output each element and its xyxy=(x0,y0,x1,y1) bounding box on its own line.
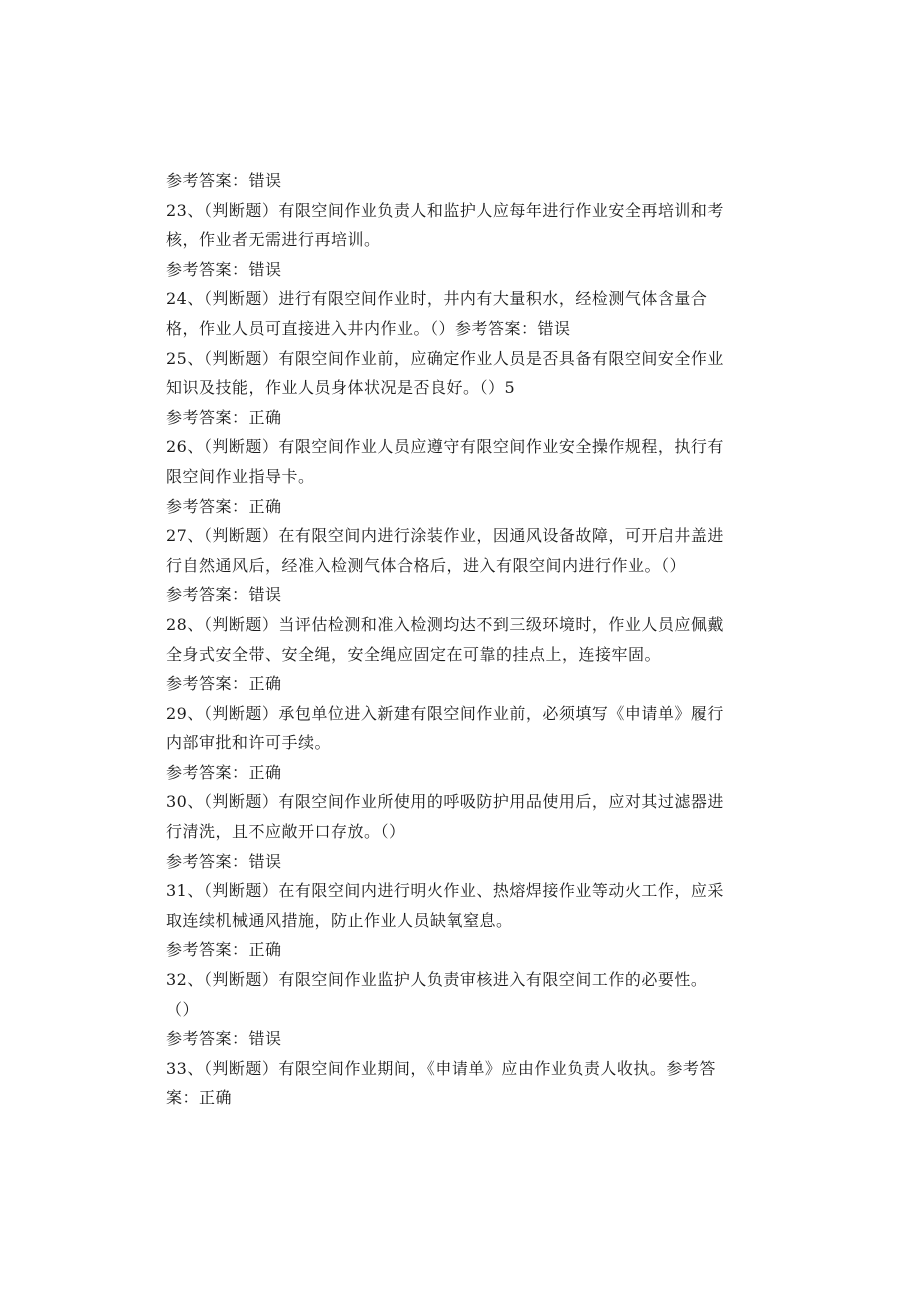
text-line: 参考答案：错误 xyxy=(166,851,282,871)
text-line: 28、（判断题）当评估检测和准入检测均达不到三级环境时，作业人员应佩戴 xyxy=(166,614,724,634)
text-line: 核，作业者无需进行再培训。 xyxy=(166,230,381,250)
text-line: 参考答案：错误 xyxy=(166,1029,282,1049)
text-line: 知识及技能，作业人员身体状况是否良好。（）5 xyxy=(166,378,516,398)
text-line: 24、（判断题）进行有限空间作业时，井内有大量积水，经检测气体含量合 xyxy=(166,289,708,309)
text-line: （） xyxy=(166,999,200,1019)
text-line: 参考答案：正确 xyxy=(166,496,282,516)
text-line: 限空间作业指导卡。 xyxy=(166,466,315,486)
text-line: 参考答案：正确 xyxy=(166,674,282,694)
text-line: 23、（判断题）有限空间作业负责人和监护人应每年进行作业安全再培训和考 xyxy=(166,200,724,220)
text-line: 内部审批和许可手续。 xyxy=(166,733,332,753)
text-line: 参考答案：错误 xyxy=(166,259,282,279)
text-line: 32、（判断题）有限空间作业监护人负责审核进入有限空间工作的必要性。 xyxy=(166,970,708,990)
text-line: 参考答案：正确 xyxy=(166,762,282,782)
text-line: 案：正确 xyxy=(166,1088,233,1108)
text-line: 格，作业人员可直接进入井内作业。（）参考答案：错误 xyxy=(166,318,571,338)
text-line: 参考答案：错误 xyxy=(166,171,282,190)
text-line: 行自然通风后，经准入检测气体合格后，进入有限空间内进行作业。（） xyxy=(166,555,687,575)
text-line: 26、（判断题）有限空间作业人员应遵守有限空间作业安全操作规程，执行有 xyxy=(166,437,724,457)
text-line: 行清洗，且不应敞开口存放。（） xyxy=(166,822,406,842)
text-line: 30、（判断题）有限空间作业所使用的呼吸防护用品使用后，应对其过滤器进 xyxy=(166,792,724,812)
text-line: 取连续机械通风措施，防止作业人员缺氧窒息。 xyxy=(166,910,513,930)
text-line: 27、（判断题）在有限空间内进行涂装作业，因通风设备故障，可开启井盖进 xyxy=(166,526,724,546)
text-line: 全身式安全带、安全绳，安全绳应固定在可靠的挂点上，连接牢固。 xyxy=(166,644,662,664)
text-line: 参考答案：错误 xyxy=(166,585,282,605)
text-line: 参考答案：正确 xyxy=(166,407,282,427)
document-body xyxy=(166,166,756,1113)
text-line: 参考答案：正确 xyxy=(166,940,282,960)
text-line: 25、（判断题）有限空间作业前，应确定作业人员是否具备有限空间安全作业 xyxy=(166,348,724,368)
text-line: 31、（判断题）在有限空间内进行明火作业、热熔焊接作业等动火工作，应采 xyxy=(166,881,724,901)
text-line: 29、（判断题）承包单位进入新建有限空间作业前，必须填写《申请单》履行 xyxy=(166,703,724,723)
text-line: 33、（判断题）有限空间作业期间，《申请单》应由作业负责人收执。参考答 xyxy=(166,1058,716,1078)
